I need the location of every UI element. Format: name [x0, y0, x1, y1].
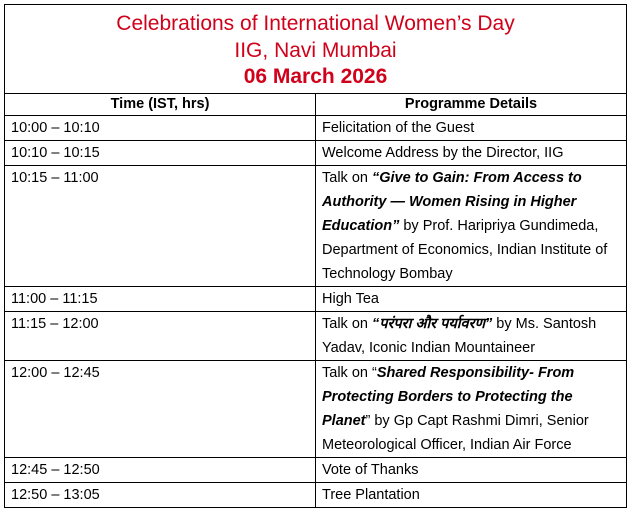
details-column-header: Programme Details: [316, 94, 627, 116]
time-cell: 12:00 – 12:45: [5, 361, 316, 458]
programme-document: [4, 4, 627, 508]
time-cell: 12:45 – 12:50: [5, 458, 316, 483]
details-cell: Vote of Thanks: [316, 458, 627, 483]
talk-title: “Give to Gain: From Access to Authority — Women Rising in Higher Education”: [322, 170, 582, 234]
time-column-header: Time (IST, hrs): [5, 94, 316, 116]
programme-table: [4, 4, 627, 508]
table-row: [5, 116, 627, 141]
table-row: [5, 312, 627, 361]
venue-title: IIG, Navi Mumbai: [234, 39, 397, 62]
time-cell: 12:50 – 13:05: [5, 483, 316, 508]
details-cell: [316, 166, 627, 287]
time-cell: 11:00 – 11:15: [5, 287, 316, 312]
talk-prefix: Talk on: [322, 316, 372, 332]
header-row: [5, 94, 627, 116]
time-cell: 10:15 – 11:00: [5, 166, 316, 287]
talk-title: Shared Responsibility- From Protecting Borders to Protecting the Planet: [322, 365, 575, 429]
talk-title: “परंपरा और पर्यावरण”: [371, 316, 493, 332]
details-cell: Felicitation of the Guest: [316, 116, 627, 141]
title-row: [5, 5, 627, 94]
talk-prefix: Talk on: [322, 170, 372, 186]
details-cell: High Tea: [316, 287, 627, 312]
talk-speaker: by Ms. Santosh Yadav, Iconic Indian Mountaineer: [322, 316, 597, 356]
talk-speaker: ” by Gp Capt Rashmi Dimri, Senior Meteorological Officer, Indian Air Force: [322, 413, 589, 453]
table-row: [5, 458, 627, 483]
table-row: [5, 361, 627, 458]
event-title: Celebrations of International Women’s Day: [116, 12, 515, 35]
details-cell: [316, 312, 627, 361]
title-block: [5, 5, 627, 94]
time-cell: 10:00 – 10:10: [5, 116, 316, 141]
table-row: [5, 166, 627, 287]
time-cell: 11:15 – 12:00: [5, 312, 316, 361]
table-row: [5, 287, 627, 312]
talk-speaker: by Prof. Haripriya Gundimeda, Department of Economics, Indian Institute of Technology Bombay: [322, 218, 608, 282]
table-row: [5, 483, 627, 508]
details-cell: Welcome Address by the Director, IIG: [316, 141, 627, 166]
details-cell: [316, 361, 627, 458]
talk-prefix: Talk on “: [322, 365, 377, 381]
time-cell: 10:10 – 10:15: [5, 141, 316, 166]
details-cell: Tree Plantation: [316, 483, 627, 508]
event-date: 06 March 2026: [243, 65, 388, 88]
table-row: [5, 141, 627, 166]
